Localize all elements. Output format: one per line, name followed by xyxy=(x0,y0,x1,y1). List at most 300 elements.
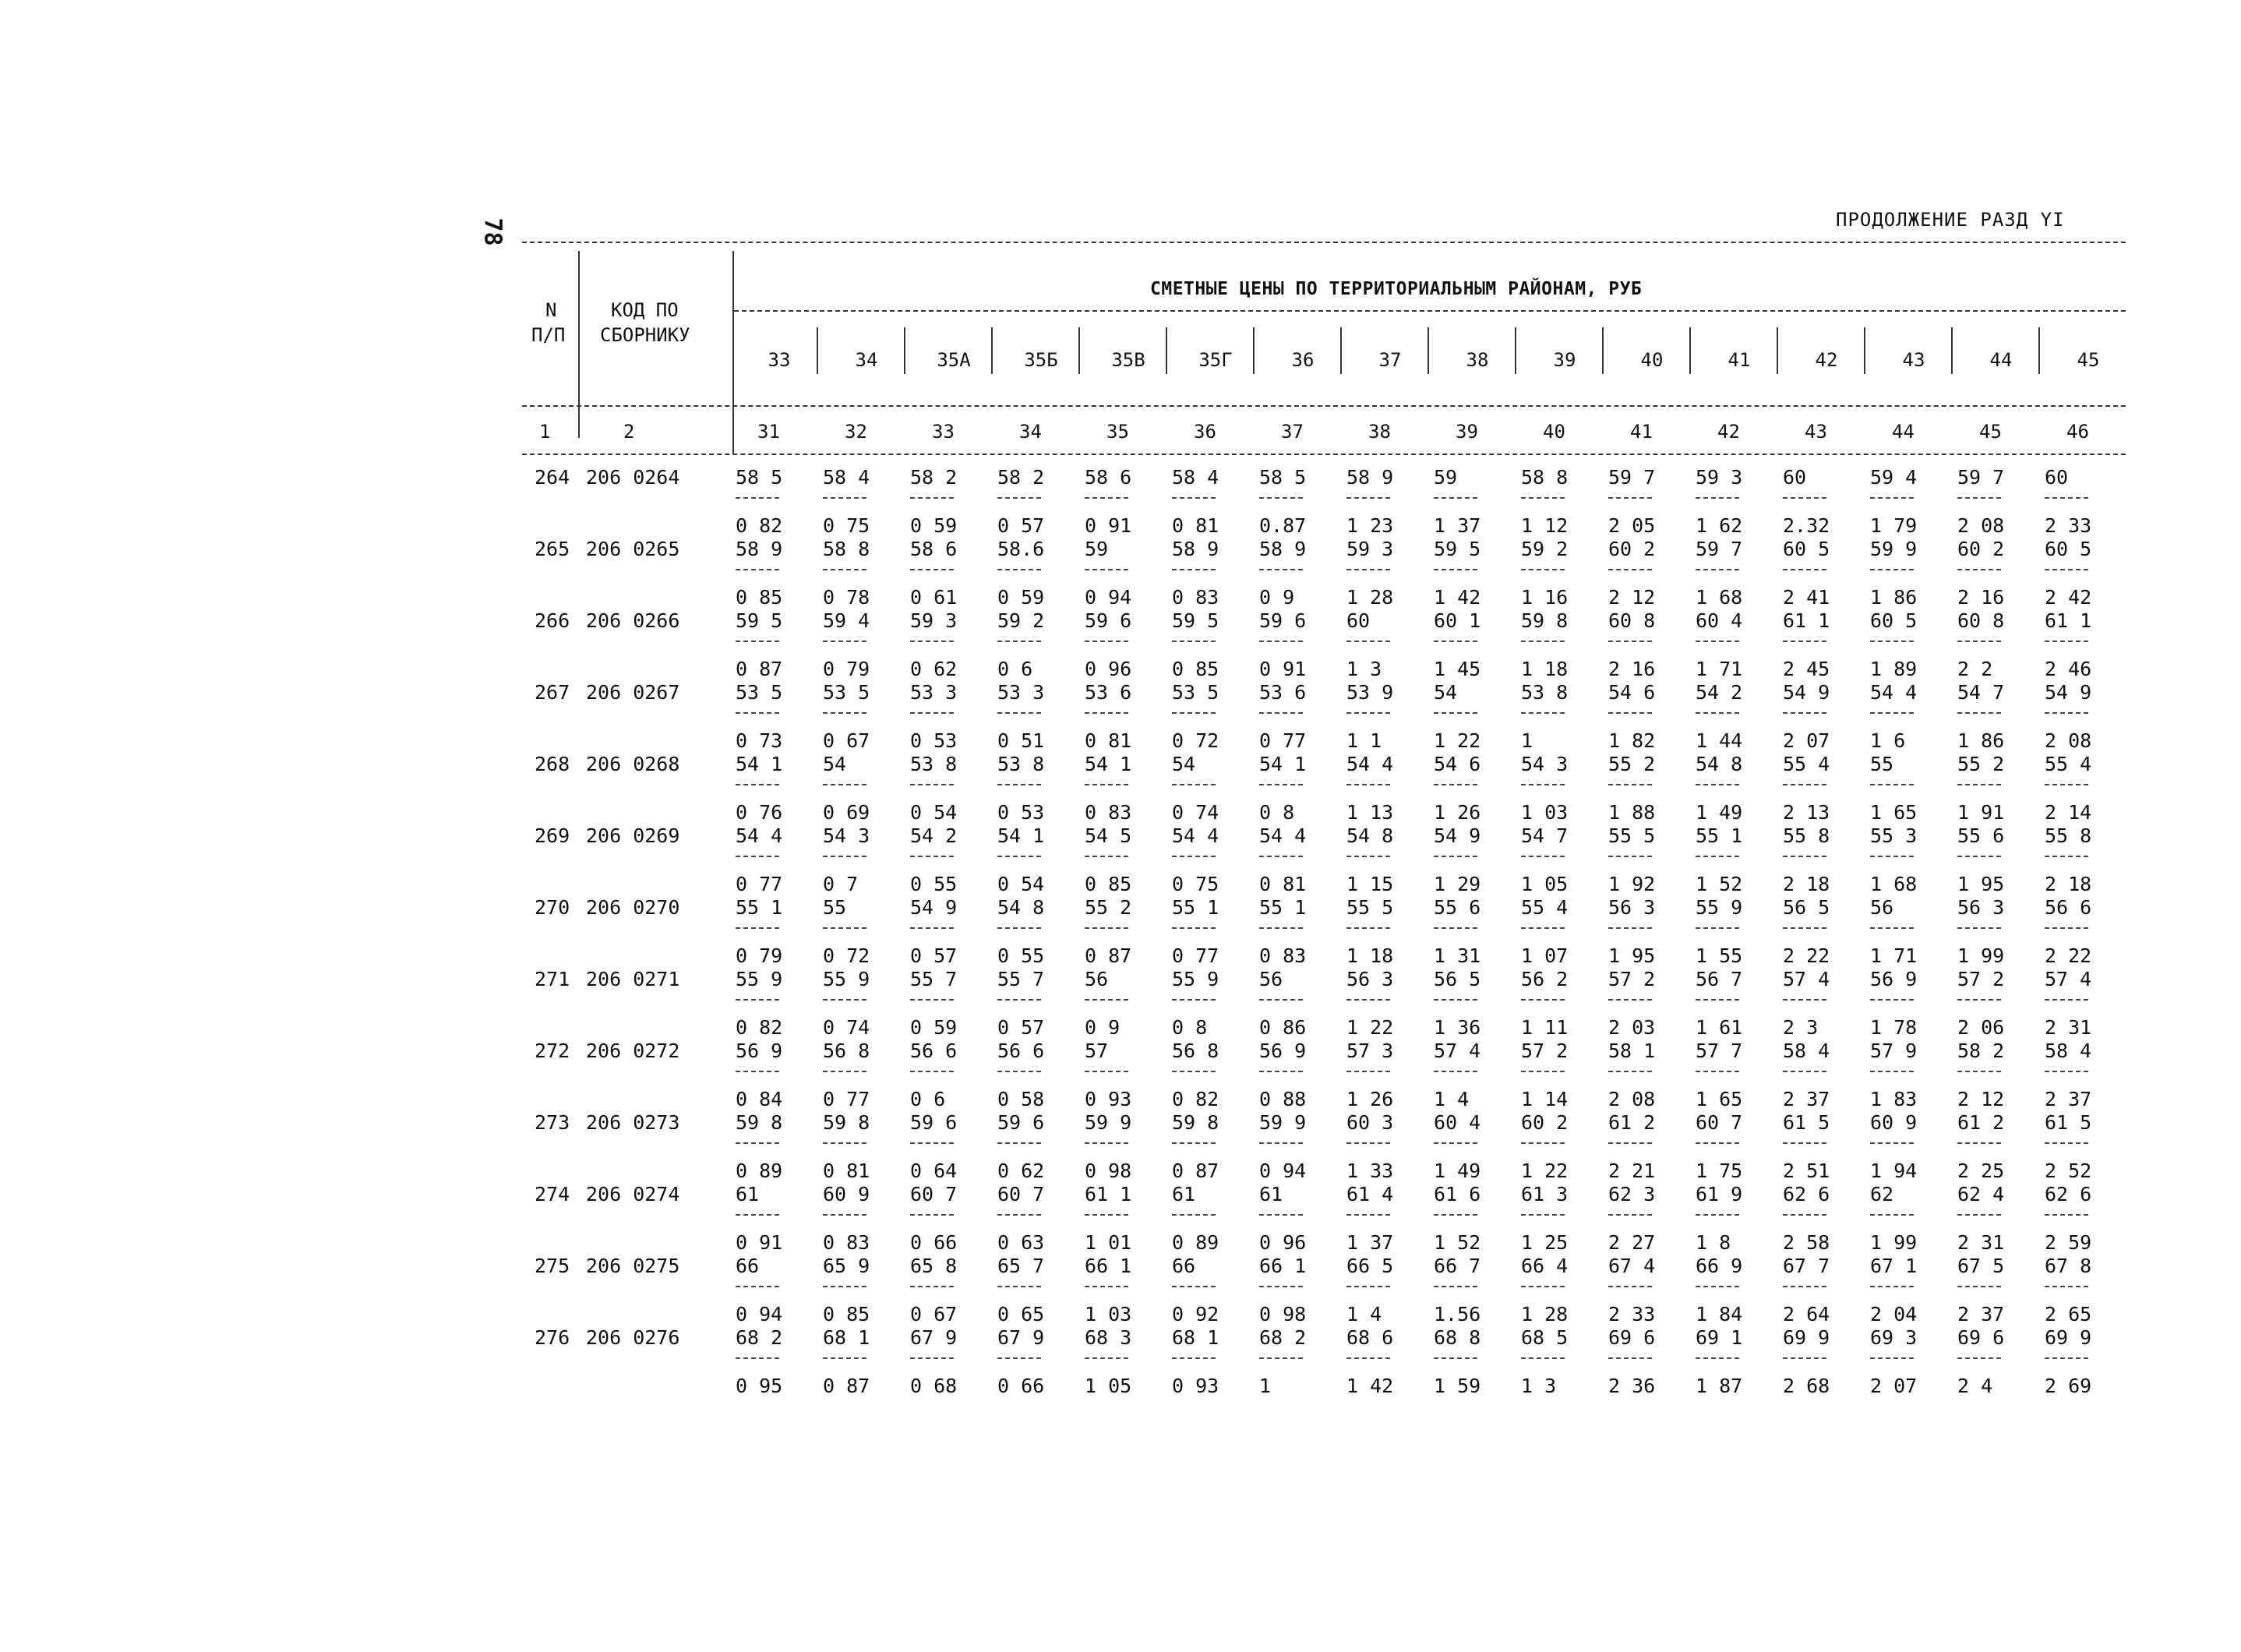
price-value: 54 9 xyxy=(910,896,958,919)
price-value: 53 8 xyxy=(997,753,1045,775)
price-value: 69 6 xyxy=(1957,1326,2005,1349)
price-value: 56 9 xyxy=(736,1040,783,1062)
price-value: 0 98 xyxy=(1085,1160,1132,1182)
price-value: 0 54 xyxy=(910,801,958,824)
price-value: 54 8 xyxy=(997,896,1045,919)
fraction-bar xyxy=(2045,1071,2088,1072)
column-number: 45 xyxy=(1979,421,2002,443)
fraction-bar xyxy=(1783,927,1826,929)
price-value: 2 18 xyxy=(1783,873,1830,895)
price-value: 65 9 xyxy=(823,1255,870,1277)
fraction-bar xyxy=(1085,856,1128,857)
price-value: 54 1 xyxy=(736,753,783,775)
price-value: 0 94 xyxy=(736,1303,783,1325)
price-value: 58 2 xyxy=(910,466,958,489)
fraction-bar xyxy=(1783,1357,1826,1359)
price-value: 68 6 xyxy=(1346,1326,1394,1349)
fraction-bar xyxy=(2045,784,2088,785)
price-value: 0 61 xyxy=(910,586,958,609)
price-value: 1 xyxy=(1521,729,1533,752)
price-value: 1 45 xyxy=(1434,658,1481,680)
price-value: 61 5 xyxy=(2045,1111,2092,1134)
fraction-bar xyxy=(1085,641,1128,642)
price-value: 1 22 xyxy=(1521,1160,1569,1182)
fraction-bar xyxy=(1259,927,1303,929)
price-value: 1 68 xyxy=(1870,873,1918,895)
price-value: 0 77 xyxy=(1259,729,1307,752)
fraction-bar xyxy=(1870,856,1914,857)
price-value: 1 55 xyxy=(1696,944,1743,967)
price-value: 61 1 xyxy=(2045,609,2092,632)
price-value: 0 86 xyxy=(1259,1016,1307,1039)
price-value: 0 94 xyxy=(1085,586,1132,609)
price-value: 55 8 xyxy=(1783,824,1830,847)
price-value: 59 5 xyxy=(736,609,783,632)
price-value: 0 96 xyxy=(1259,1231,1307,1254)
fraction-bar xyxy=(1696,497,1739,499)
fraction-bar xyxy=(1085,927,1128,929)
price-value: 65 8 xyxy=(910,1255,958,1277)
fraction-bar xyxy=(1957,927,2001,929)
price-value: 1 49 xyxy=(1434,1160,1481,1182)
fraction-bar xyxy=(997,1357,1041,1359)
price-value: 0 65 xyxy=(997,1303,1045,1325)
row-number: 267 xyxy=(535,681,570,704)
price-value: 55 6 xyxy=(1957,824,2005,847)
price-value: 2 58 xyxy=(1783,1231,1830,1254)
price-value: 59 8 xyxy=(823,1111,870,1134)
price-value: 2 3 xyxy=(1783,1016,1819,1039)
region-header: 35Б xyxy=(1024,349,1058,371)
fraction-bar xyxy=(1957,712,2001,714)
fraction-bar xyxy=(1521,784,1565,785)
row-number: 275 xyxy=(535,1255,570,1277)
price-value: 54 5 xyxy=(1085,824,1132,847)
price-value: 55 4 xyxy=(2045,753,2092,775)
price-value: 60 4 xyxy=(1434,1111,1481,1134)
fraction-bar xyxy=(910,1071,954,1072)
price-value: 60 xyxy=(2045,466,2069,489)
fraction-bar xyxy=(1696,1214,1739,1216)
price-value: 56 xyxy=(1870,896,1894,919)
fraction-bar xyxy=(736,1357,779,1359)
top-rule xyxy=(522,242,2126,243)
region-divider xyxy=(1428,327,1429,374)
fraction-bar xyxy=(1521,1286,1565,1287)
fraction-bar xyxy=(1434,1142,1477,1144)
price-value: 1 95 xyxy=(1608,944,1656,967)
price-value: 2 64 xyxy=(1783,1303,1830,1325)
fraction-bar xyxy=(2045,712,2088,714)
price-value: 60 8 xyxy=(1608,609,1656,632)
price-value: 1 37 xyxy=(1434,514,1481,537)
price-value: 0 53 xyxy=(910,729,958,752)
price-value: 0 53 xyxy=(997,801,1045,824)
fraction-bar xyxy=(1434,927,1477,929)
price-value: 59 2 xyxy=(1521,538,1569,560)
price-value: 2 41 xyxy=(1783,586,1830,609)
price-value: 2 12 xyxy=(1957,1088,2005,1110)
price-value: 61 9 xyxy=(1696,1183,1743,1205)
fraction-bar xyxy=(1434,569,1477,570)
column-number: 43 xyxy=(1805,421,1827,443)
price-value: 1 18 xyxy=(1346,944,1394,967)
price-value: 59 xyxy=(1434,466,1458,489)
price-value: 0 72 xyxy=(1172,729,1219,752)
price-value: 0 87 xyxy=(736,658,783,680)
price-value: 1 79 xyxy=(1870,514,1918,537)
price-value: 61 1 xyxy=(1085,1183,1132,1205)
fraction-bar xyxy=(997,1286,1041,1287)
price-value: 65 7 xyxy=(997,1255,1045,1277)
price-value: 53 9 xyxy=(1346,681,1394,704)
price-value: 68 1 xyxy=(1172,1326,1219,1349)
price-value: 0 67 xyxy=(910,1303,958,1325)
row-number: 268 xyxy=(535,753,570,775)
fraction-bar xyxy=(823,1142,866,1144)
price-value: 56 2 xyxy=(1521,968,1569,990)
header-bottom-rule xyxy=(522,454,2126,455)
price-value: 0 62 xyxy=(997,1160,1045,1182)
price-value: 60 2 xyxy=(1608,538,1656,560)
fraction-bar xyxy=(1783,1214,1826,1216)
fraction-bar xyxy=(997,712,1041,714)
price-value: 59 4 xyxy=(823,609,870,632)
price-value: 1 33 xyxy=(1346,1160,1394,1182)
price-value: 1 11 xyxy=(1521,1016,1569,1039)
price-value: 68 5 xyxy=(1521,1326,1569,1349)
price-value: 0 6 xyxy=(910,1088,946,1110)
price-value: 1 49 xyxy=(1696,801,1743,824)
fraction-bar xyxy=(823,712,866,714)
price-value: 53 3 xyxy=(997,681,1045,704)
price-value: 0 81 xyxy=(823,1160,870,1182)
fraction-bar xyxy=(823,784,866,785)
price-value: 54 1 xyxy=(997,824,1045,847)
price-value: 58 2 xyxy=(997,466,1045,489)
price-value: 2 08 xyxy=(1957,514,2005,537)
fraction-bar xyxy=(1172,999,1216,1001)
price-value: 2 16 xyxy=(1957,586,2005,609)
fraction-bar xyxy=(1172,712,1216,714)
fraction-bar xyxy=(1521,641,1565,642)
price-value: 0 9 xyxy=(1085,1016,1120,1039)
price-value: 1 6 xyxy=(1870,729,1906,752)
price-value: 66 9 xyxy=(1696,1255,1743,1277)
price-value: 60 9 xyxy=(823,1183,870,1205)
fraction-bar xyxy=(823,1071,866,1072)
price-value: 0 79 xyxy=(823,658,870,680)
fraction-bar xyxy=(1259,1071,1303,1072)
fraction-bar xyxy=(997,784,1041,785)
price-value: 59 4 xyxy=(1870,466,1918,489)
region-divider xyxy=(904,327,905,374)
price-value: 53 5 xyxy=(823,681,870,704)
region-divider xyxy=(1253,327,1255,374)
fraction-bar xyxy=(997,1214,1041,1216)
row-number: 266 xyxy=(535,609,570,632)
price-value: 0 57 xyxy=(997,1016,1045,1039)
price-value: 55 1 xyxy=(1696,824,1743,847)
fraction-bar xyxy=(736,1142,779,1144)
price-value: 1 42 xyxy=(1346,1375,1394,1397)
fraction-bar xyxy=(1870,569,1914,570)
fraction-bar xyxy=(1608,712,1652,714)
price-value: 59 7 xyxy=(1957,466,2005,489)
price-value: 0 73 xyxy=(736,729,783,752)
fraction-bar xyxy=(1259,1214,1303,1216)
fraction-bar xyxy=(1783,784,1826,785)
fraction-bar xyxy=(1870,1071,1914,1072)
fraction-bar xyxy=(997,999,1041,1001)
price-value: 2 04 xyxy=(1870,1303,1918,1325)
fraction-bar xyxy=(1521,1142,1565,1144)
region-header: 43 xyxy=(1902,349,1925,371)
fraction-bar xyxy=(823,641,866,642)
price-value: 68 1 xyxy=(823,1326,870,1349)
price-value: 59 6 xyxy=(1085,609,1132,632)
fraction-bar xyxy=(1259,1142,1303,1144)
price-value: 1 28 xyxy=(1521,1303,1569,1325)
price-value: 0 57 xyxy=(910,944,958,967)
fraction-bar xyxy=(736,1214,779,1216)
fraction-bar xyxy=(2045,1214,2088,1216)
fraction-bar xyxy=(736,856,779,857)
price-value: 54 9 xyxy=(1783,681,1830,704)
price-value: 0 84 xyxy=(736,1088,783,1110)
price-value: 0 75 xyxy=(1172,873,1219,895)
price-value: 67 8 xyxy=(2045,1255,2092,1277)
price-value: 0 83 xyxy=(1172,586,1219,609)
price-value: 56 8 xyxy=(823,1040,870,1062)
fraction-bar xyxy=(1608,784,1652,785)
price-value: 1 78 xyxy=(1870,1016,1918,1039)
price-value: 1 75 xyxy=(1696,1160,1743,1182)
fraction-bar xyxy=(1259,712,1303,714)
fraction-bar xyxy=(1346,1071,1390,1072)
fraction-bar xyxy=(1783,856,1826,857)
price-value: 59 6 xyxy=(1259,609,1307,632)
fraction-bar xyxy=(1346,569,1390,570)
price-value: 57 3 xyxy=(1346,1040,1394,1062)
price-value: 56 xyxy=(1259,968,1283,990)
fraction-bar xyxy=(910,641,954,642)
price-value: 0 78 xyxy=(823,586,870,609)
price-value: 55 3 xyxy=(1870,824,1918,847)
price-value: 1 59 xyxy=(1434,1375,1481,1397)
price-value: 1 13 xyxy=(1346,801,1394,824)
price-value: 60 7 xyxy=(1696,1111,1743,1134)
fraction-bar xyxy=(1259,784,1303,785)
fraction-bar xyxy=(1346,784,1390,785)
price-value: 1 89 xyxy=(1870,658,1918,680)
fraction-bar xyxy=(1870,927,1914,929)
price-value: 0 8 xyxy=(1172,1016,1208,1039)
row-number: 264 xyxy=(535,466,570,489)
fraction-bar xyxy=(1608,1142,1652,1144)
price-value: 0 59 xyxy=(910,1016,958,1039)
price-value: 56 xyxy=(1085,968,1109,990)
price-value: 1.56 xyxy=(1434,1303,1481,1325)
fraction-bar xyxy=(736,999,779,1001)
fraction-bar xyxy=(1696,641,1739,642)
price-value: 59 9 xyxy=(1085,1111,1132,1134)
price-value: 0 89 xyxy=(1172,1231,1219,1254)
fraction-bar xyxy=(997,927,1041,929)
price-value: 0 69 xyxy=(823,801,870,824)
price-value: 60 5 xyxy=(1870,609,1918,632)
price-value: 1 95 xyxy=(1957,873,2005,895)
price-value: 2 06 xyxy=(1957,1016,2005,1039)
price-value: 54 9 xyxy=(2045,681,2092,704)
price-value: 1 xyxy=(1259,1375,1272,1397)
price-value: 61 2 xyxy=(1957,1111,2005,1134)
price-value: 59 8 xyxy=(1521,609,1569,632)
fraction-bar xyxy=(1608,1071,1652,1072)
fraction-bar xyxy=(1085,712,1128,714)
price-value: 0 82 xyxy=(1172,1088,1219,1110)
price-value: 69 9 xyxy=(1783,1326,1830,1349)
price-value: 61 4 xyxy=(1346,1183,1394,1205)
fraction-bar xyxy=(1783,1286,1826,1287)
price-value: 55 1 xyxy=(736,896,783,919)
fraction-bar xyxy=(1696,856,1739,857)
fraction-bar xyxy=(1434,641,1477,642)
region-header: 42 xyxy=(1815,349,1838,371)
price-value: 58 2 xyxy=(1957,1040,2005,1062)
price-value: 0 77 xyxy=(1172,944,1219,967)
price-value: 0 93 xyxy=(1085,1088,1132,1110)
row-code: 206 0271 xyxy=(586,968,680,990)
price-value: 54 6 xyxy=(1608,681,1656,704)
fraction-bar xyxy=(1434,1071,1477,1072)
column-number: 36 xyxy=(1194,421,1216,443)
fraction-bar xyxy=(1085,497,1128,499)
fraction-bar xyxy=(997,1071,1041,1072)
price-value: 1 87 xyxy=(1696,1375,1743,1397)
price-value: 0 51 xyxy=(997,729,1045,752)
fraction-bar xyxy=(1172,1142,1216,1144)
price-value: 2 13 xyxy=(1783,801,1830,824)
price-value: 54 8 xyxy=(1346,824,1394,847)
price-value: 59 7 xyxy=(1696,538,1743,560)
price-value: 59 5 xyxy=(1434,538,1481,560)
price-value: 0 77 xyxy=(736,873,783,895)
price-value: 60 2 xyxy=(1521,1111,1569,1134)
price-value: 55 5 xyxy=(1608,824,1656,847)
fraction-bar xyxy=(1085,1142,1128,1144)
column-number: 2 xyxy=(623,421,635,443)
price-value: 0 95 xyxy=(736,1375,783,1397)
price-value: 67 1 xyxy=(1870,1255,1918,1277)
fraction-bar xyxy=(1608,999,1652,1001)
fraction-bar xyxy=(1696,712,1739,714)
row-code: 206 0274 xyxy=(586,1183,680,1205)
col-code-label-1: КОД ПО xyxy=(611,299,679,321)
price-value: 60 2 xyxy=(1957,538,2005,560)
fraction-bar xyxy=(1608,1357,1652,1359)
price-value: 0 66 xyxy=(997,1375,1045,1397)
fraction-bar xyxy=(1085,1286,1128,1287)
fraction-bar xyxy=(1870,1142,1914,1144)
price-value: 56 3 xyxy=(1608,896,1656,919)
price-value: 0 62 xyxy=(910,658,958,680)
row-code: 206 0275 xyxy=(586,1255,680,1277)
region-divider xyxy=(1951,327,1953,374)
price-value: 54 4 xyxy=(736,824,783,847)
price-value: 1 52 xyxy=(1434,1231,1481,1254)
row-number: 272 xyxy=(535,1040,570,1062)
fraction-bar xyxy=(910,1142,954,1144)
price-value: 54 xyxy=(823,753,847,775)
fraction-bar xyxy=(1172,927,1216,929)
fraction-bar xyxy=(1957,999,2001,1001)
price-value: 1 01 xyxy=(1085,1231,1132,1254)
fraction-bar xyxy=(1957,784,2001,785)
price-value: 1 36 xyxy=(1434,1016,1481,1039)
price-value: 55 7 xyxy=(997,968,1045,990)
price-value: 1 05 xyxy=(1521,873,1569,895)
fraction-bar xyxy=(910,927,954,929)
fraction-bar xyxy=(1172,1071,1216,1072)
fraction-bar xyxy=(1172,784,1216,785)
fraction-bar xyxy=(1172,1357,1216,1359)
region-divider xyxy=(2038,327,2040,374)
price-value: 1 86 xyxy=(1957,729,2005,752)
price-value: 55 7 xyxy=(910,968,958,990)
price-value: 59 xyxy=(1085,538,1109,560)
fraction-bar xyxy=(910,856,954,857)
region-divider xyxy=(1340,327,1342,374)
price-value: 61 2 xyxy=(1608,1111,1656,1134)
fraction-bar xyxy=(823,856,866,857)
price-value: 54 1 xyxy=(1259,753,1307,775)
fraction-bar xyxy=(736,784,779,785)
price-value: 0 87 xyxy=(1172,1160,1219,1182)
region-header: 44 xyxy=(1989,349,2013,371)
price-value: 1 31 xyxy=(1434,944,1481,967)
fraction-bar xyxy=(823,569,866,570)
fraction-bar xyxy=(910,712,954,714)
section-continuation: ПРОДОЛЖЕНИЕ РАЗД YI xyxy=(1836,209,2065,231)
fraction-bar xyxy=(1783,999,1826,1001)
price-value: 1 94 xyxy=(1870,1160,1918,1182)
row-code: 206 0264 xyxy=(586,466,680,489)
price-value: 0 87 xyxy=(1085,944,1132,967)
row-code: 206 0272 xyxy=(586,1040,680,1062)
fraction-bar xyxy=(1696,784,1739,785)
price-value: 54 9 xyxy=(1434,824,1481,847)
column-number: 34 xyxy=(1019,421,1042,443)
fraction-bar xyxy=(1783,1142,1826,1144)
price-value: 59 3 xyxy=(1696,466,1743,489)
price-value: 2 46 xyxy=(2045,658,2092,680)
price-value: 61 6 xyxy=(1434,1183,1481,1205)
price-value: 54 6 xyxy=(1434,753,1481,775)
price-value: 54 7 xyxy=(1957,681,2005,704)
price-value: 55 8 xyxy=(2045,824,2092,847)
fraction-bar xyxy=(1259,1286,1303,1287)
price-value: 59 6 xyxy=(910,1111,958,1134)
price-value: 67 9 xyxy=(997,1326,1045,1349)
price-value: 58 6 xyxy=(910,538,958,560)
price-value: 1 91 xyxy=(1957,801,2005,824)
price-value: 59 9 xyxy=(1870,538,1918,560)
fraction-bar xyxy=(1608,497,1652,499)
price-value: 1 16 xyxy=(1521,586,1569,609)
price-value: 58 5 xyxy=(736,466,783,489)
price-value: 1 07 xyxy=(1521,944,1569,967)
